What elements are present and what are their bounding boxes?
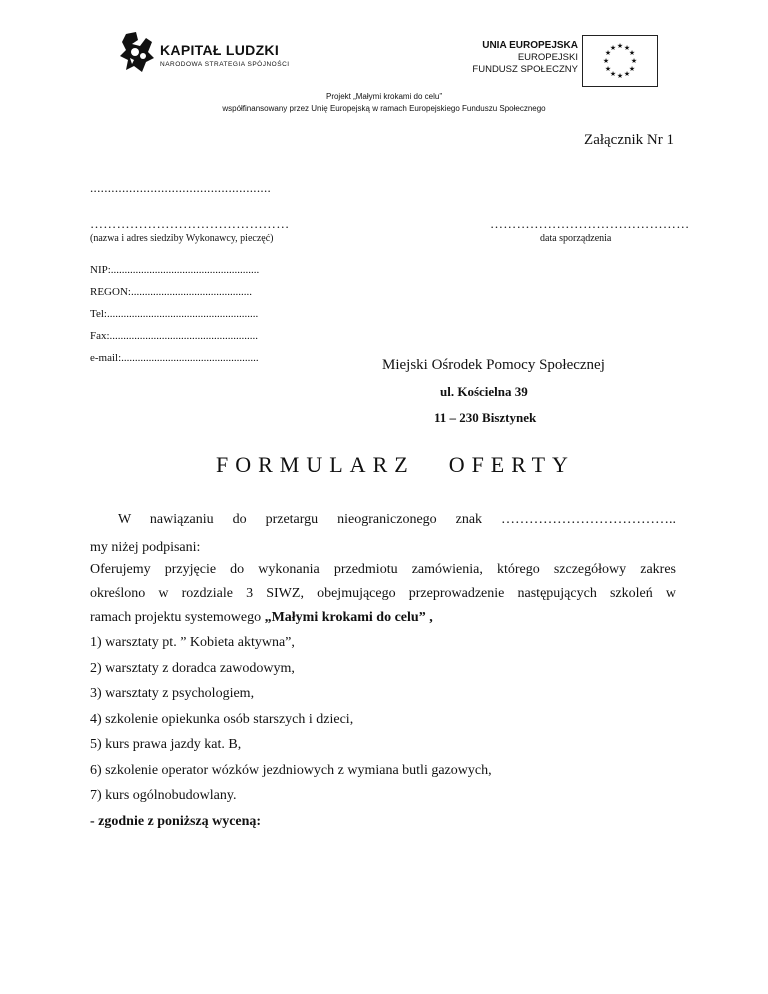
nip-field: NIP:...................................................... [90, 264, 260, 276]
list-item: 7) kurs ogólnobudowlany. [90, 788, 237, 803]
eu-fund-label [472, 40, 578, 76]
list-item: 4) szkolenie opiekunka osób starszych i dzieci, [90, 712, 354, 727]
eu-line2: EUROPEJSKI [517, 52, 578, 63]
recipient-city: 11 – 230 Bisztynek [434, 410, 537, 425]
svg-text:★: ★ [623, 44, 631, 52]
contractor-name-dots: ……………………………………… [90, 216, 290, 231]
intro-line1: W nawiązaniu do przetargu nieograniczonego znak ……………………………….. [118, 512, 676, 527]
eu-line3: FUNDUSZ SPOŁECZNY [472, 64, 578, 75]
project-title: Projekt „Małymi krokami do celu” [325, 92, 443, 101]
svg-text:★: ★ [623, 70, 631, 78]
date-caption: data sporządzenia [540, 233, 612, 244]
offer-line1: Oferujemy przyjęcie do wykonania przedmiotu zamówienia, którego szczegółowy zakres [90, 562, 676, 577]
svg-text:★: ★ [604, 65, 612, 73]
svg-text:★: ★ [630, 57, 638, 65]
kapital-ludzki-emblem-icon [118, 30, 160, 74]
svg-text:★: ★ [609, 70, 617, 78]
tel-field: Tel:....................................................... [90, 308, 259, 320]
svg-text:★: ★ [604, 49, 612, 57]
eu-line1: UNIA EUROPEJSKA [482, 40, 578, 51]
svg-text:★: ★ [616, 42, 624, 50]
svg-text:★: ★ [616, 72, 624, 80]
attachment-number: Załącznik Nr 1 [584, 132, 674, 148]
contractor-name-caption: (nazwa i adres siedziby Wykonawcy, pieczęć) [90, 233, 274, 244]
recipient-street: ul. Kościelna 39 [440, 384, 528, 399]
list-item: 3) warsztaty z psychologiem, [90, 686, 255, 701]
fax-field: Fax:...................................................... [90, 330, 259, 342]
eu-stars-icon [583, 36, 657, 86]
list-item: 2) warsztaty z doradca zawodowym, [90, 661, 295, 676]
offer-line3-start: ramach projektu systemowego [90, 610, 262, 625]
form-title-word2: OFERTY [448, 452, 575, 477]
kapital-ludzki-subtitle: NARODOWA STRATEGIA SPÓJNOŚCI [160, 61, 290, 68]
closing-line: - zgodnie z poniższą wyceną: [90, 814, 262, 829]
list-item: 1) warsztaty pt. ” Kobieta aktywna”, [90, 635, 295, 650]
project-name-bold: „Małymi krokami do celu” , [264, 610, 433, 625]
svg-text:★: ★ [628, 65, 636, 73]
form-title [216, 452, 575, 478]
regon-field: REGON:............................................ [90, 286, 252, 298]
email-field: e-mail:.................................................. [90, 352, 259, 364]
project-funding: współfinansowany przez Unię Europejską w ramach Europejskiego Funduszu Społecznego [222, 104, 546, 113]
date-dots: ……………………………………… [490, 216, 690, 231]
svg-text:★: ★ [609, 44, 617, 52]
svg-text:★: ★ [602, 57, 610, 65]
offer-line2: określono w rozdziale 3 SIWZ, obejmującego przeprowadzenie następujących szkoleń w [90, 586, 676, 601]
contractor-dots-top: ................................................... [90, 180, 272, 195]
recipient-name: Miejski Ośrodek Pomocy Społecznej [382, 357, 605, 373]
list-item: 5) kurs prawa jazdy kat. B, [90, 737, 242, 752]
kapital-ludzki-title: KAPITAŁ LUDZKI [160, 42, 280, 58]
kapital-ludzki-logo [118, 30, 308, 76]
offer-line3 [90, 610, 433, 626]
form-title-word1: FORMULARZ [216, 452, 415, 477]
eu-flag-icon [582, 35, 658, 87]
intro-line2: my niżej podpisani: [90, 540, 201, 555]
list-item: 6) szkolenie operator wózków jezdniowych z wymiana butli gazowych, [90, 763, 492, 778]
svg-text:★: ★ [628, 49, 636, 57]
